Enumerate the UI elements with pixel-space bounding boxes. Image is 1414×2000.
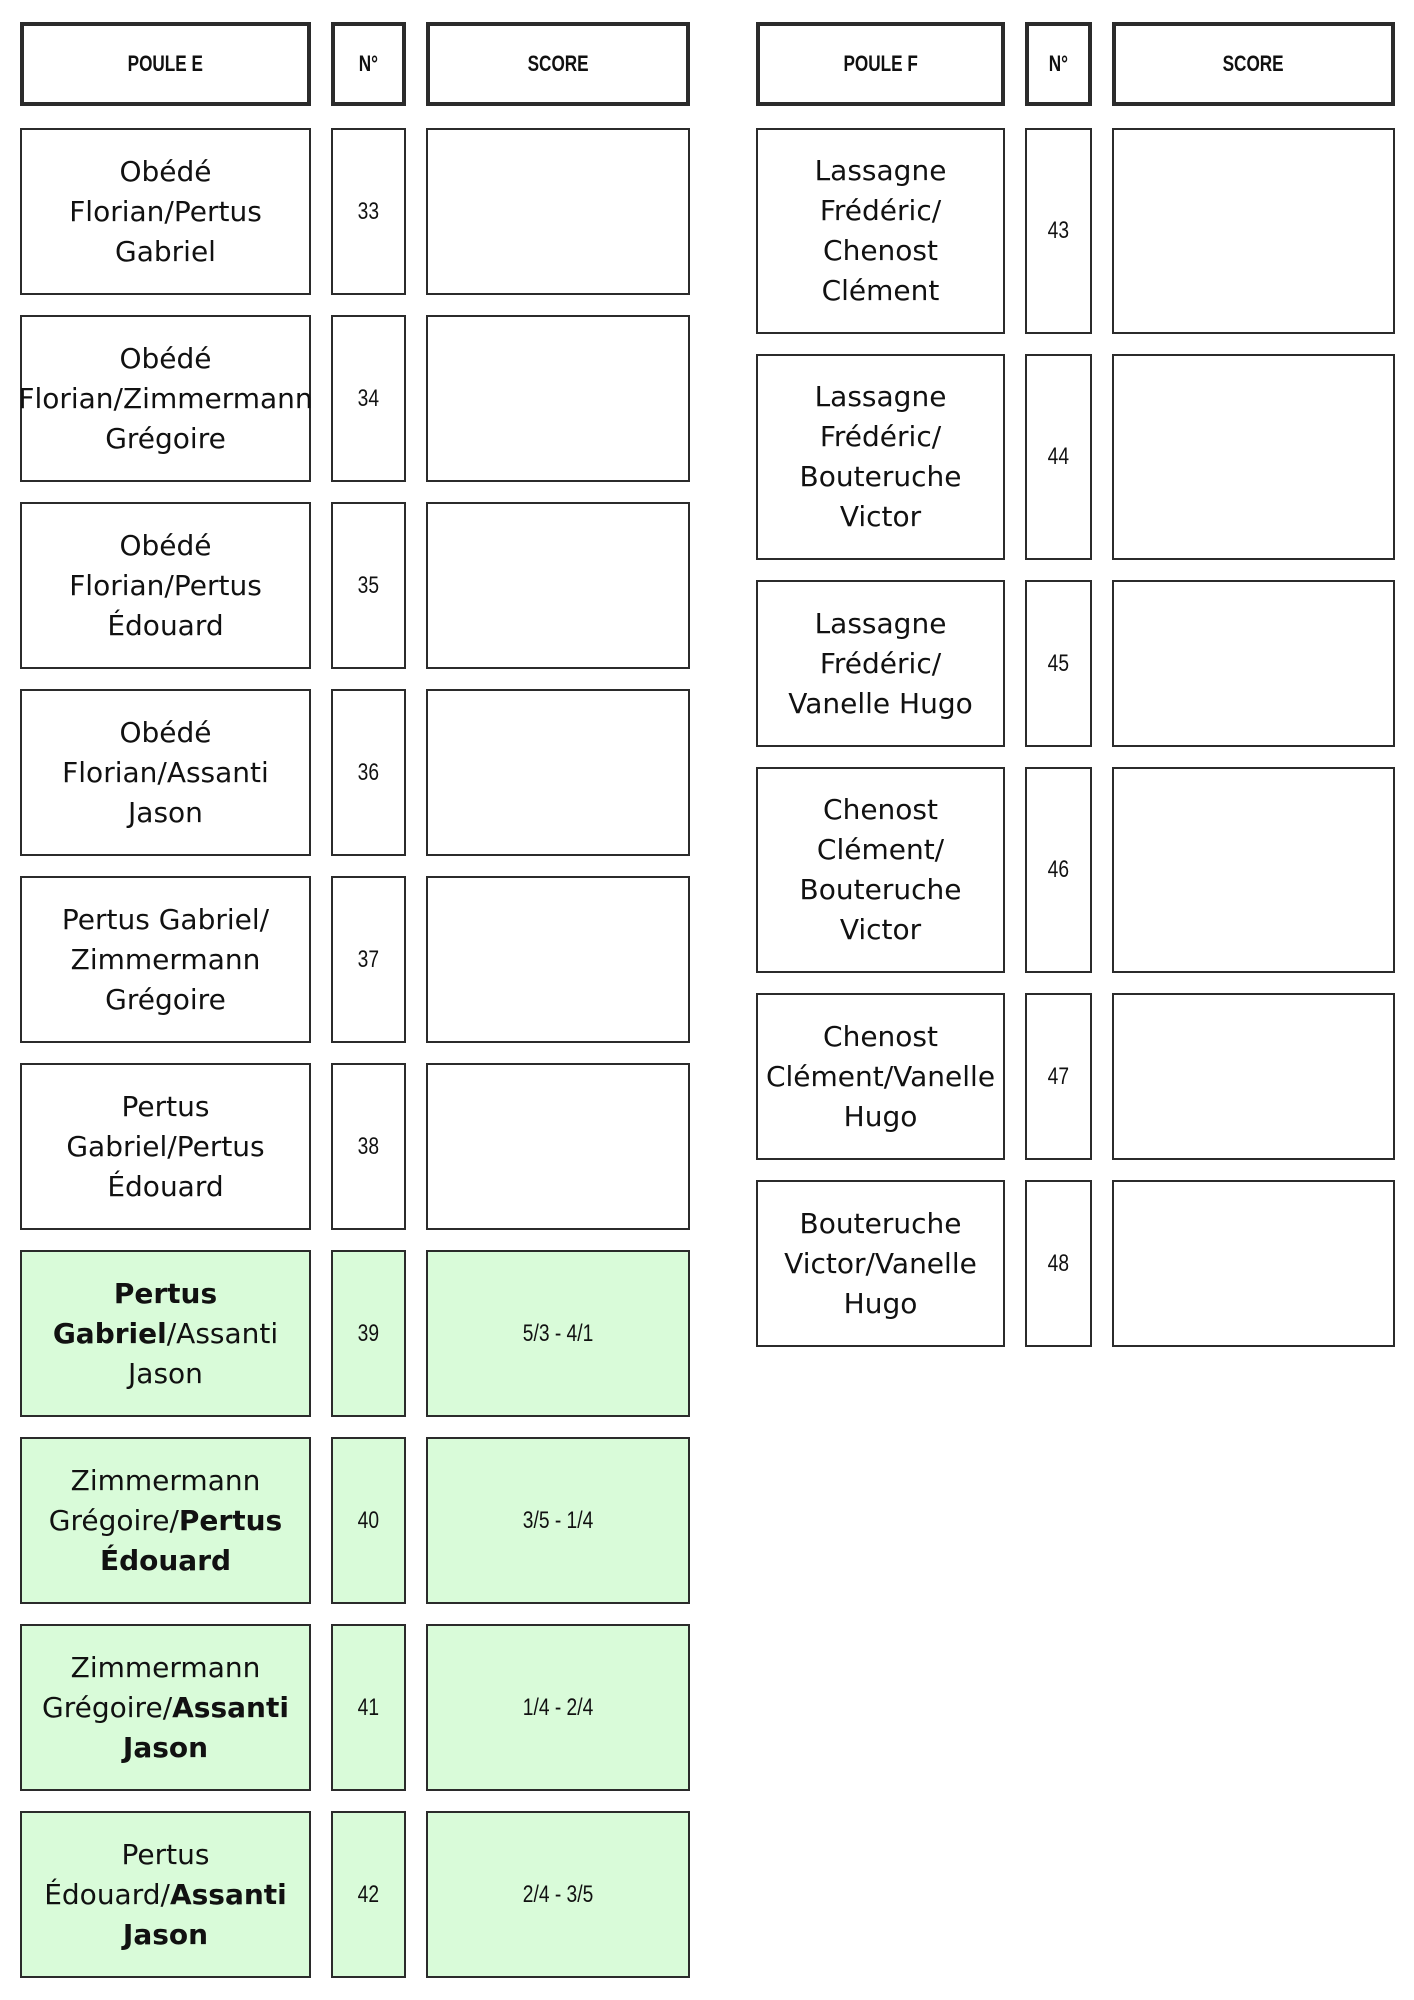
poule-e-match-42-number: 42 (331, 1811, 406, 1978)
poule-f-match-43-number: 43 (1025, 128, 1092, 334)
poule-e-match-41-score: 1/4 - 2/4 (426, 1624, 690, 1791)
poule-e-match-35-players: Obédé Florian/Pertus Édouard (20, 502, 311, 669)
poule-e-match-40-players: Zimmermann Grégoire/Pertus Édouard (20, 1437, 311, 1604)
poule-e-match-36-number: 36 (331, 689, 406, 856)
poule-e-match-37-number: 37 (331, 876, 406, 1043)
poule-f-group-header: POULE F (756, 22, 1005, 106)
poule-e-match-41-number: 41 (331, 1624, 406, 1791)
poule-f-match-44-number: 44 (1025, 354, 1092, 560)
poule-f-match-47-score (1112, 993, 1395, 1160)
poule-e-match-37-players: Pertus Gabriel/ Zimmermann Grégoire (20, 876, 311, 1043)
poule-e-match-34-players: Obédé Florian/Zimmermann Grégoire (20, 315, 311, 482)
poule-e-match-36-players: Obédé Florian/Assanti Jason (20, 689, 311, 856)
poule-f-match-45-number: 45 (1025, 580, 1092, 747)
poule-e-match-39-number: 39 (331, 1250, 406, 1417)
poule-f-match-43-score (1112, 128, 1395, 334)
poule-e-match-42-score: 2/4 - 3/5 (426, 1811, 690, 1978)
poule-e-score-header: SCORE (426, 22, 690, 106)
poule-f-match-43-players: Lassagne Frédéric/ Chenost Clément (756, 128, 1005, 334)
poule-e-match-34-score (426, 315, 690, 482)
poule-e-match-38-score (426, 1063, 690, 1230)
poule-f-match-47-number: 47 (1025, 993, 1092, 1160)
poule-f-score-header: SCORE (1112, 22, 1395, 106)
poule-e-match-39-players: Pertus Gabriel/Assanti Jason (20, 1250, 311, 1417)
poule-f-match-48-score (1112, 1180, 1395, 1347)
poule-e-match-40-number: 40 (331, 1437, 406, 1604)
poule-e-match-34-number: 34 (331, 315, 406, 482)
poule-e-number-header: N° (331, 22, 406, 106)
poule-e-match-33-score (426, 128, 690, 295)
poule-e-match-33-number: 33 (331, 128, 406, 295)
poule-e-match-39-score: 5/3 - 4/1 (426, 1250, 690, 1417)
poule-e-match-38-number: 38 (331, 1063, 406, 1230)
poule-f-number-header: N° (1025, 22, 1092, 106)
poule-e-match-42-players: Pertus Édouard/Assanti Jason (20, 1811, 311, 1978)
poule-e-match-33-players: Obédé Florian/Pertus Gabriel (20, 128, 311, 295)
poule-f-match-48-number: 48 (1025, 1180, 1092, 1347)
poule-f-match-46-number: 46 (1025, 767, 1092, 973)
poule-f-match-44-players: Lassagne Frédéric/ Bouteruche Victor (756, 354, 1005, 560)
poule-e-match-35-number: 35 (331, 502, 406, 669)
poule-e-match-41-players: Zimmermann Grégoire/Assanti Jason (20, 1624, 311, 1791)
poule-f-match-45-score (1112, 580, 1395, 747)
poule-e-match-40-score: 3/5 - 1/4 (426, 1437, 690, 1604)
poule-e-match-37-score (426, 876, 690, 1043)
poule-f-match-48-players: Bouteruche Victor/Vanelle Hugo (756, 1180, 1005, 1347)
poule-e-match-36-score (426, 689, 690, 856)
poule-f-match-45-players: Lassagne Frédéric/ Vanelle Hugo (756, 580, 1005, 747)
poule-e-match-35-score (426, 502, 690, 669)
poule-f-match-44-score (1112, 354, 1395, 560)
poule-f-match-46-score (1112, 767, 1395, 973)
poule-e-group-header: POULE E (20, 22, 311, 106)
poule-f-match-46-players: Chenost Clément/ Bouteruche Victor (756, 767, 1005, 973)
poule-e-match-38-players: Pertus Gabriel/Pertus Édouard (20, 1063, 311, 1230)
poule-f-match-47-players: Chenost Clément/Vanelle Hugo (756, 993, 1005, 1160)
